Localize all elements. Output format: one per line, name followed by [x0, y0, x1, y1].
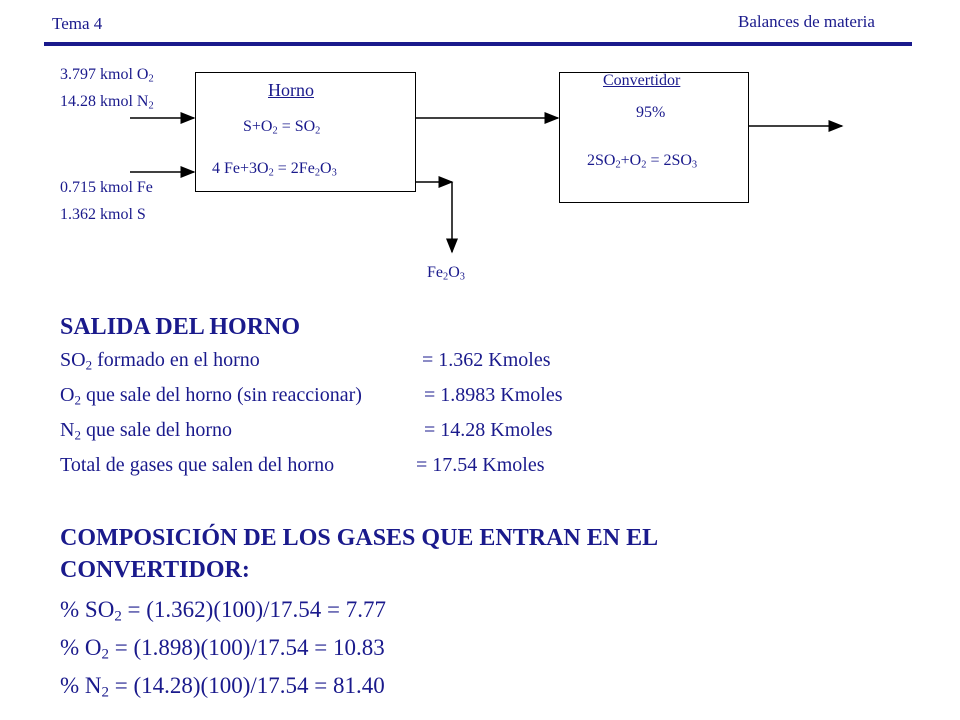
converter-reaction: $2SO_2+O_2 = 2SO_3$: [587, 152, 698, 171]
feed-fe: 0.715 kmol Fe: [60, 179, 153, 196]
furnace-reaction-sulfur: $S+O_2 = SO_2$: [243, 118, 321, 137]
total-gases-value: = 17.54 Kmoles: [416, 454, 545, 476]
composition-heading-line1: COMPOSICIÓN DE LOS GASES QUE ENTRAN EN EL: [60, 525, 659, 551]
o2-unreacted-label: $O_2$ que sale del horno (sin reaccionar): [60, 384, 362, 408]
total-gases-label: Total de gases que salen del horno: [60, 454, 335, 476]
solid-output-fe2o3: $Fe_2O_3$: [427, 264, 465, 283]
feed-n2: 14.28 kmol $N_2$: [60, 93, 154, 112]
feed-o2: 3.797 kmol $O_2$: [60, 66, 154, 85]
converter-efficiency: 95%: [636, 104, 666, 121]
converter-title: Convertidor: [603, 72, 681, 89]
furnace-output-heading: SALIDA DEL HORNO: [60, 314, 301, 340]
so2-percent: % $SO_2 = (1.362)(100)/17.54 = 7.77$: [60, 597, 387, 625]
n2-out-label: $N_2$ que sale del horno: [60, 419, 233, 443]
converter-box: [559, 72, 749, 203]
so2-formed-label: $SO_2$ formado en el horno: [60, 349, 260, 373]
course-title: Balances de materia: [738, 12, 875, 31]
furnace-title: Horno: [268, 80, 314, 100]
o2-percent: % $O_2 = (1.898)(100)/17.54 = 10.83$: [60, 635, 385, 663]
feed-s: 1.362 kmol S: [60, 206, 146, 223]
so2-formed-value: = 1.362 Kmoles: [422, 349, 551, 371]
furnace-reaction-iron: 4 $Fe+3O_2 = 2Fe_2O_3$: [212, 160, 337, 179]
topic-label: Tema 4: [52, 14, 103, 33]
n2-out-value: = 14.28 Kmoles: [424, 419, 553, 441]
composition-heading-line2: CONVERTIDOR:: [60, 557, 250, 583]
o2-unreacted-value: = 1.8983 Kmoles: [424, 384, 563, 406]
n2-percent: % $N_2 = (14.28)(100)/17.54 = 81.40$: [60, 673, 385, 701]
